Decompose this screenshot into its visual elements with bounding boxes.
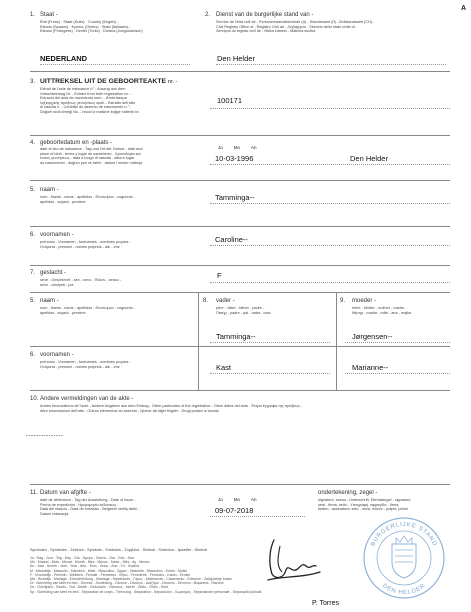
issue-date-value: 09-07-2018: [215, 506, 254, 515]
corner-letter: A: [461, 5, 467, 12]
birth-place-value: Den Helder: [350, 154, 388, 163]
sec2-number: 2.: [205, 12, 211, 18]
sec3-translations: Extrait de l'acte de naissance n° - Auszug aus dem Geburtseintrag Nr. - Extract from birth registration no. - Extracto del acta de nacimiento núm. - Απόσπασμα ληξιαρχικής πράξεως γεννήσεως αριθ. - Estratto dell'atto di nascita n. - Certidão do assento de nascimento n.° - Doğum sicili örneği No. - Izvod iz matične knjige rođenih br.: [40, 87, 140, 114]
registry-office-value: Den Helder: [217, 54, 255, 63]
sec6-label: voornamen -: [40, 232, 74, 238]
sec5-translations: nom - Name - name - apellidos - Επώνυμον - cognome - apelidos - soyadı - prezime: [40, 195, 136, 204]
signature-translations: signature, sceau - Unterschrift, Dienstsiegel - signature, seal - firma, sello - Υπογραφή, σφραγίδα - firma, timbro - assinatura, selo - imza, mühür - potpis, pečat: [318, 498, 412, 512]
sec3-number: 3.: [30, 79, 36, 85]
mother-given-name-value: Marianne--: [352, 363, 389, 372]
svg-text:DEN HELDER: DEN HELDER: [381, 583, 427, 597]
sec9-label: moeder -: [352, 298, 377, 304]
surname-value: Tamminga--: [215, 193, 255, 202]
signer-name: P. Torres: [312, 600, 339, 607]
sec8-number: 8.: [203, 298, 209, 304]
sec6-number: 6.: [30, 232, 36, 238]
municipal-seal: [362, 516, 446, 600]
sec5b-label: naam -: [40, 298, 59, 304]
sec4-translations: date et lieu de naissance - Tag und Ort der Geburt - date and place of birth - fecha y lugar de nacimiento - Χρονολογία και τόπος γεννήσεως - data e luogo di nascita - data e lugar do nascimento - doğum yeri ve tarihi - datum i mesto rođenja: [40, 147, 143, 165]
father-given-name-value: Kast: [216, 363, 232, 372]
sex-value: F: [217, 271, 222, 280]
sec4-label: geboortedatum en -plaats -: [40, 140, 113, 146]
sec3-label: UITTREKSEL UIT DE GEBOORTEAKTE nr. -: [40, 78, 178, 85]
sec7-number: 7.: [30, 270, 36, 276]
sec5b-number: 5.: [30, 298, 36, 304]
sec1-translations: État (Frans) · Staat (Duits) · Country (Engels) - Estado (Spaans) · Κράτος (Grieks) · Stato (Italiaans) - Estado (Portugees) · Devlet (Turks) · Država (Joegoslavisch): [40, 20, 143, 34]
sec10-number: 10.: [30, 396, 39, 402]
symbols-header: Symbolen - Symboles - Zeichen - Symbols - Símbolos - Σύμβολα - Simboli - Símbolos - İşaretler - Simboli: [30, 548, 208, 552]
birth-date-value: 10-03-1996: [215, 154, 254, 163]
sec11-number: 11.: [30, 490, 38, 496]
issue-date-heads: Jo Mo An: [218, 497, 257, 502]
sec6b-translations: prénoms - Vornamen - forenames - nombres propios - Ονόματα - prenomi - nomes próprios - adı - ime: [40, 360, 131, 369]
sec6b-number: 6.: [30, 352, 36, 358]
sec6-translations: prénoms - Vornamen - forenames - nombres propios - Ονόματα - prenomi - nomes próprios - adı - ime: [40, 240, 131, 249]
other-particulars-value: ---------------: [26, 433, 64, 439]
sec6b-label: voornamen -: [40, 352, 74, 358]
certificate-number-value: 100171: [217, 96, 243, 105]
signature-label: ondertekening, zegel -: [318, 490, 378, 496]
mother-surname-value: Jørgensen--: [352, 332, 393, 341]
state-value: NEDERLAND: [40, 54, 88, 63]
given-names-value: Caroline--: [215, 235, 248, 244]
sec7-translations: sexe - Geschlecht - sex - sexo - Φύλον - sesso - sexo - cinsiyeti - pol: [40, 278, 122, 287]
sec11-translations: date de délivrance - Tag der Ausstellung - Date of issue - Fecha de expedición - Ημερομηνία εκδόσεως - Data del rilascio - Data de emissão - Belgenin veriliş tarihi - Datum izdavanja: [40, 498, 140, 516]
sec11-label: Datum van afgifte -: [40, 490, 91, 496]
sec8-translations: père - Vater - father - padre - Πατήρ - padre - pai - baba - otac: [216, 306, 271, 315]
sec5-number: 5.: [30, 187, 36, 193]
sec5b-translations: nom - Name - name - apellidos - Επώνυμον - cognome - apelidos - soyadı - prezime: [40, 306, 136, 315]
sec5-label: naam -: [40, 187, 59, 193]
svg-text:BURGERLIJKE STAND: BURGERLIJKE STAND: [370, 521, 438, 548]
sec9-number: 9.: [340, 298, 346, 304]
sec1-number: 1.: [30, 12, 36, 18]
sec2-label: Dienst van de burgerlijke stand van -: [216, 12, 314, 18]
father-surname-value: Tamminga--: [216, 332, 256, 341]
sec7-label: geslacht -: [40, 270, 67, 276]
sec9-translations: mère - Mutter - mother - madre - Μήτηρ - madre - mãe - ana - majka: [352, 306, 412, 315]
symbols-legend: Jo : Dag - Jour - Tag - Day - Día - Ημέρα - Giorno - Dia - Gün - Dan Mo : Maand - Mois - Monat - Month - Mes - Μήνας - Mese - Mês - Ay - Mesec An : Jaar - Année - Jahr - Year - Año - Έτος - Anno - Ano - Yıl - Godina M : Mannelijk - Masculin - Männlich - Male - Masculino - Άρρεν - Maschile - Masculino - Erkek - Muški F : Vrouwelijk - Féminin - Weiblich - Female - Femenino - Θήλυ - Femminile - Feminino - Kadın - Ženski Ma : Huwelijk - Mariage - Eheschließung - Marriage - Matrimonio - Γάμος - Matrimonio - Casamento - Evlenme - Zaključenje braka Di : Scheiding van tafel en bed - Divorce - Scheidung - Divorce - Divorcio - Διαζύγιο - Divorzio - Divórcio - Boşanma - Razvod Dc : Overlijden - Décès - Tod - Death - Defunción - Θάνατος - Morte - Óbito - Ölüm - Smrt Sp : Scheiding van tafel en bed - Séparation de corps - Trennung - Separation - Separación - Χωρισμός - Separazione personale - Separação judicial: [30, 556, 262, 594]
sec10-translations: Autres énonciations de l'acte - Andere Angaben aus dem Eintrag - Other particulars of the registration - Otros datos del acta - Έτερα έγγραφα της πράξεως - Altre enunciazioni dell'atto - Outros elementos do assento - İşlome ait diğer bilgiler - Drugi podaci iz izvoda: [40, 404, 303, 413]
sec8-label: vader -: [216, 298, 235, 304]
birth-date-heads: Jo Mo An: [218, 145, 257, 150]
sec4-number: 4.: [30, 140, 36, 146]
sec10-label: Andere vermeldingen van de akte -: [40, 396, 134, 402]
handwritten-signature: [262, 536, 326, 586]
sec2-translations: Service de l'état civil de - Personenstandsbehörde (A) - Standesamt (D) -Zivilstandsamt (CH) - Civil Registry Office of - Registro Civil de - Ληξιαρχείο - Servizio dello stato civile di - Serviços do registo civil de - Nüfus Idaresi - Matična služba: [216, 20, 375, 34]
sec1-label: Staat -: [40, 12, 58, 18]
